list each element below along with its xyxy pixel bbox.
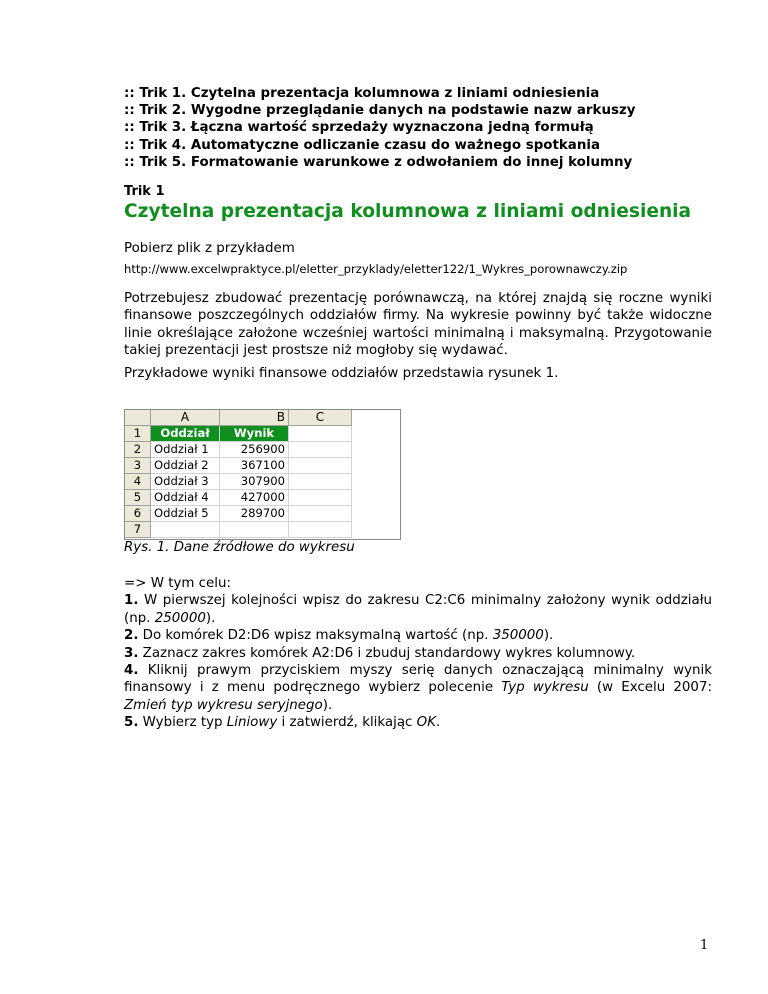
empty-cell (289, 458, 352, 474)
download-link[interactable]: http://www.excelwpraktyce.pl/eletter_przyklady/eletter122/1_Wykres_porownawczy.zip (124, 262, 628, 276)
row-number: 6 (125, 506, 151, 522)
empty-cell (289, 506, 352, 522)
intro-paragraph: Potrzebujesz zbudować prezentację porównawczą, na której znajdą się roczne wyniki finansowe poszczególnych oddziałów firmy. Na wykresie powinny być także widoczne linie określające założone wcześniej wartości minimalną i maksymalną. Przygotowanie takiej prezentacji jest prostsze niż mogłoby się wydawać. (124, 291, 712, 359)
row-number: 1 (125, 426, 151, 442)
figure-caption: Rys. 1. Dane źródłowe do wykresu (124, 540, 355, 555)
result-cell: 307900 (220, 474, 289, 490)
table-row (125, 474, 352, 490)
step-4: 4. Kliknij prawym przyciskiem myszy serię danych oznaczającą minimalny wynik finansowy i z menu podręcznego wybierz polecenie Typ wykresu (w Excelu 2007: Zmień typ wykresu seryjnego). (124, 663, 712, 713)
empty-cell (289, 474, 352, 490)
result-cell: 256900 (220, 442, 289, 458)
empty-cell (289, 490, 352, 506)
empty-cell (151, 522, 220, 538)
row-number: 2 (125, 442, 151, 458)
corner-cell (125, 410, 151, 426)
spreadsheet-figure (124, 409, 401, 540)
table-row (125, 506, 352, 522)
toc-item: :: Trik 2. Wygodne przeglądanie danych na podstawie nazw arkuszy (124, 103, 636, 119)
result-cell: 367100 (220, 458, 289, 474)
section-title: Czytelna prezentacja kolumnowa z liniami odniesienia (124, 201, 692, 222)
branch-cell: Oddział 2 (151, 458, 220, 474)
header-cell: Wynik (220, 426, 289, 442)
row-number: 3 (125, 458, 151, 474)
step-5: 5. Wybierz typ Liniowy i zatwierdź, klikając OK. (124, 715, 441, 731)
step-1: 1. W pierwszej kolejności wpisz do zakresu C2:C6 minimalny założony wynik oddziału (np. 250000). (124, 593, 712, 626)
branch-cell: Oddział 5 (151, 506, 220, 522)
table-of-contents (124, 85, 635, 171)
step-2: 2. Do komórek D2:D6 wpisz maksymalną wartość (np. 350000). (124, 628, 554, 644)
figure-reference-paragraph: Przykładowe wyniki finansowe oddziałów przedstawia rysunek 1. (124, 366, 559, 381)
header-cell: Oddział (151, 426, 220, 442)
page-number: 1 (700, 938, 709, 953)
instruction-steps (124, 575, 712, 732)
empty-cell (220, 522, 289, 538)
result-cell: 289700 (220, 506, 289, 522)
table-row (125, 426, 352, 442)
table-row (125, 490, 352, 506)
branch-cell: Oddział 1 (151, 442, 220, 458)
toc-item: :: Trik 5. Formatowanie warunkowe z odwołaniem do innej kolumny (124, 154, 633, 170)
branch-cell: Oddział 3 (151, 474, 220, 490)
download-label: Pobierz plik z przykładem (124, 241, 295, 256)
row-number: 5 (125, 490, 151, 506)
steps-intro: => W tym celu: (124, 576, 231, 591)
column-header: B (220, 410, 289, 426)
toc-item: :: Trik 3. Łączna wartość sprzedaży wyznaczona jedną formułą (124, 120, 594, 136)
empty-cell (289, 522, 352, 538)
empty-cell (289, 426, 352, 442)
table-row (125, 458, 352, 474)
column-header: A (151, 410, 220, 426)
toc-item: :: Trik 1. Czytelna prezentacja kolumnowa z liniami odniesienia (124, 86, 600, 101)
result-cell: 427000 (220, 490, 289, 506)
branch-cell: Oddział 4 (151, 490, 220, 506)
spreadsheet-table (125, 410, 352, 538)
column-header-row (125, 410, 352, 426)
empty-cell (289, 442, 352, 458)
toc-item: :: Trik 4. Automatyczne odliczanie czasu do ważnego spotkania (124, 137, 600, 153)
table-row (125, 522, 352, 538)
step-3: 3. Zaznacz zakres komórek A2:D6 i zbuduj standardowy wykres kolumnowy. (124, 645, 636, 661)
section-label: Trik 1 (124, 184, 165, 199)
column-header: C (289, 410, 352, 426)
row-number: 7 (125, 522, 151, 538)
row-number: 4 (125, 474, 151, 490)
table-row (125, 442, 352, 458)
